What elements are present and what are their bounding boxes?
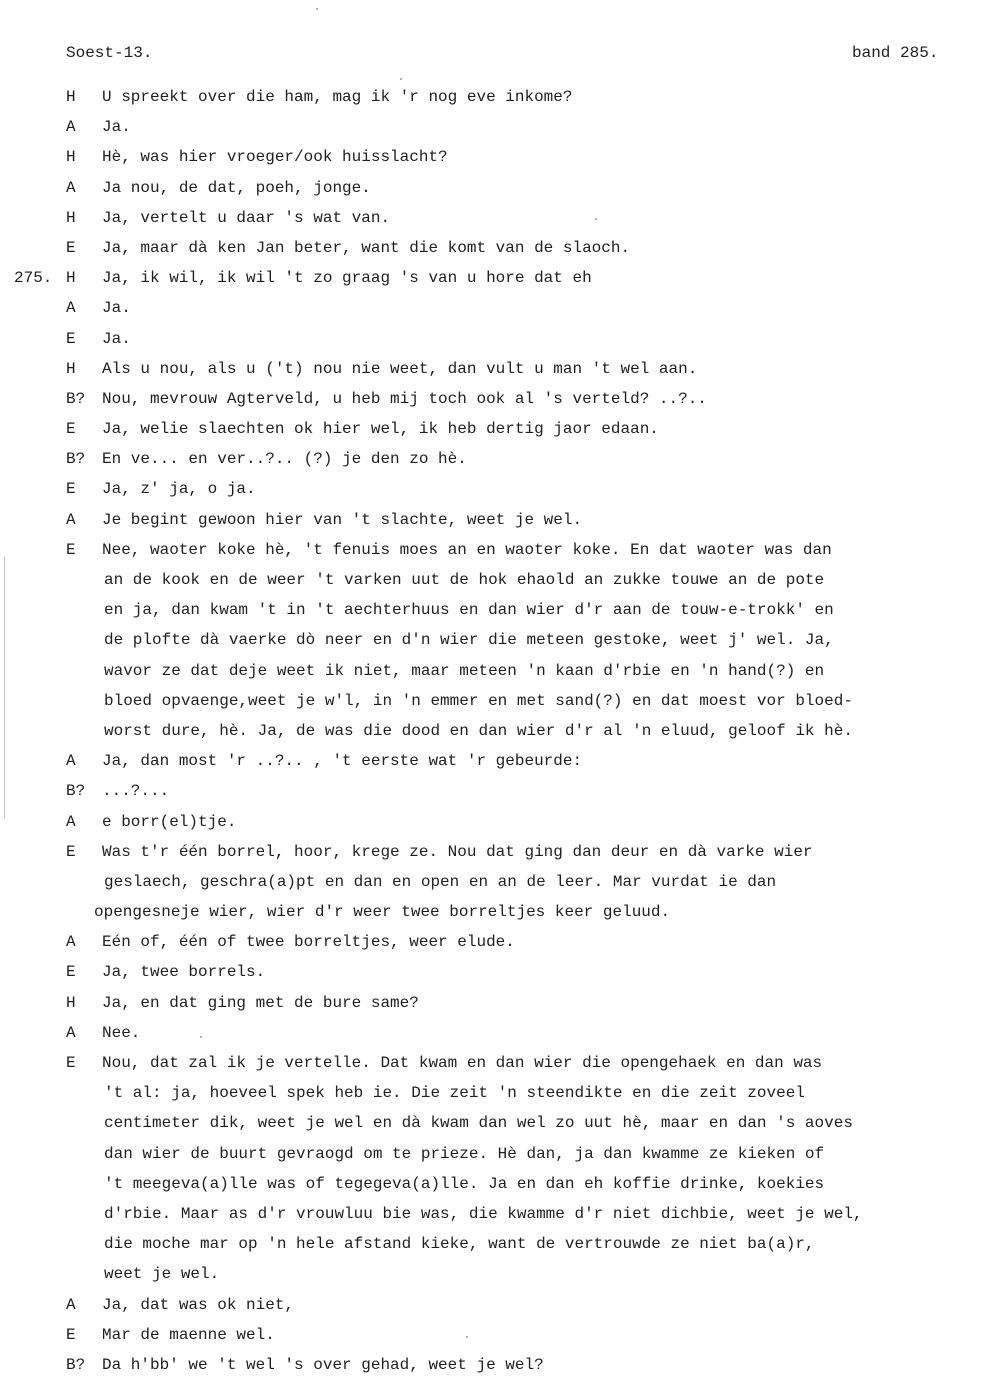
transcript-line [0,324,986,354]
speck-mark [466,1336,468,1338]
speaker-label: H [66,993,76,1012]
utterance-text: Ja. [102,299,131,318]
speaker-label: A [66,299,76,318]
transcript-line [0,776,986,806]
speck-mark [400,78,402,80]
speaker-label: E [66,1054,76,1072]
utterance-text: Ja, en dat ging met de bure same? [102,993,419,1012]
transcript-line [0,293,986,323]
transcript-line [0,595,986,625]
speaker-label: A [66,178,76,197]
transcript-line [0,414,986,444]
utterance-text: 't al: ja, hoeveel spek heb ie. Die zeit 'n steendikte en die zeit zoveel [104,1084,805,1103]
speaker-label: A [66,118,76,137]
transcript-line [0,1199,986,1229]
speaker-label: E [66,238,76,257]
transcript-line [0,807,986,837]
utterance-text: opengesneje wier, wier d'r weer twee borreltjes keer geluud. [94,903,671,922]
utterance-text: Ja, dan most 'r ..?.. , 't eerste wat 'r gebeurde: [102,752,583,771]
utterance-text: an de kook en de weer 't varken uut de hok ehaold an zukke touwe an de pote [104,571,825,589]
speaker-label: H [66,148,76,167]
utterance-text: Als u nou, als u ('t) nou nie weet, dan vult u man 't wel aan. [102,359,698,378]
utterance-text: die moche mar op 'n hele afstand kieke, want de vertrouwde ze niet ba(a)r, [104,1235,815,1254]
speck-mark [200,1036,202,1038]
transcript-line [0,1229,986,1259]
utterance-text: wavor ze dat deje weet ik niet, maar meteen 'n kaan d'rbie en 'n hand(?) en [104,661,825,680]
transcript-line [0,203,986,233]
utterance-text: Was t'r één borrel, hoor, krege ze. Nou dat ging dan deur en dà varke wier [102,842,813,861]
speaker-label: A [66,510,76,529]
speaker-label: H [66,359,76,378]
utterance-text: Nou, dat zal ik je vertelle. Dat kwam en dan wier die opengehaek en dan was [102,1054,823,1072]
transcript-line [0,142,986,172]
utterance-text: Ja, ik wil, ik wil 't zo graag 's van u hore dat eh [102,269,592,288]
speaker-label: B? [66,1355,86,1374]
transcript-line [0,988,986,1018]
utterance-text: Ja, twee borrels. [102,963,266,982]
transcript-line [0,625,986,655]
utterance-text: Ja, dat was ok niet, [102,1295,295,1314]
utterance-text: Da h'bb' we 't wel 's over gehad, weet je wel? [102,1355,544,1374]
utterance-text: dan wier de buurt gevraogd om te prieze. Hè dan, ja dan kwamme ze kieken of [104,1144,825,1163]
utterance-text: Eén of, één of twee borreltjes, weer elude. [102,933,515,952]
utterance-text: Ja nou, de dat, poeh, jonge. [102,178,371,197]
utterance-text: Nee. [102,1023,141,1042]
transcript-line [0,82,986,112]
speaker-label: E [66,540,76,559]
utterance-text: de plofte dà vaerke dò neer en d'n wier die meteen gestoke, weet j' wel. Ja, [104,631,834,650]
transcript-line [0,565,986,595]
utterance-text: En ve... en ver..?.. (?) je den zo hè. [102,450,467,469]
transcript-line [0,686,986,716]
transcript-line [0,444,986,474]
speaker-label: E [66,963,76,982]
transcript-line [0,1078,986,1108]
transcript-line [0,867,986,897]
transcript-line [0,837,986,867]
utterance-text: d'rbie. Maar as d'r vrouwluu bie was, die kwamme d'r niet dichbie, weet je wel, [104,1204,863,1223]
speck-mark [316,8,318,10]
utterance-text: Ja, vertelt u daar 's wat van. [102,208,391,227]
utterance-text: U spreekt over die ham, mag ik 'r nog eve inkome? [102,88,573,106]
transcript-line [0,173,986,203]
transcript-line [0,112,986,142]
transcript-line [0,1108,986,1138]
transcript-line [0,1320,986,1350]
transcript-line [0,1048,986,1078]
transcript-line [0,354,986,384]
transcript-line [0,505,986,535]
speaker-label: E [66,842,76,861]
speaker-label: E [66,420,76,439]
utterance-text: Ja, welie slaechten ok hier wel, ik heb dertig jaor edaan. [102,420,659,439]
utterance-text: Nee, waoter koke hè, 't fenuis moes an en waoter koke. En dat waoter was dan [102,540,832,559]
speaker-label: H [66,208,76,227]
speaker-label: A [66,812,76,831]
transcript-line [0,1290,986,1320]
transcript-line [0,1018,986,1048]
transcript-line [0,716,986,746]
speaker-label: A [66,752,76,771]
utterance-text: Je begint gewoon hier van 't slachte, weet je wel. [102,510,583,529]
utterance-text: ...?... [102,782,170,801]
speaker-label: B? [66,450,86,469]
transcript-line [0,263,986,293]
utterance-text: worst dure, hè. Ja, de was die dood en dan wier d'r al 'n eluud, geloof ik hè. [104,721,853,740]
transcript-line [0,1350,986,1380]
transcript-line [0,535,986,565]
transcript-line [0,1139,986,1169]
utterance-text: geslaech, geschra(a)pt en dan en open en an de leer. Mar vurdat ie dan [104,872,777,891]
speaker-label: A [66,1023,76,1042]
transcript-body [0,82,986,1380]
utterance-text: e borr(el)tje. [102,812,237,831]
transcript-line [0,1259,986,1289]
utterance-text: Ja. [102,329,131,348]
speck-mark [595,218,597,220]
utterance-text: 't meegeva(a)lle was of tegegeva(a)lle. Ja en dan eh koffie drinke, koekies [104,1174,825,1193]
speaker-label: E [66,1325,76,1344]
transcript-line [0,233,986,263]
utterance-text: weet je wel. [104,1265,220,1284]
speaker-label: E [66,480,76,499]
speaker-label: B? [66,389,86,408]
speaker-label: E [66,329,76,348]
transcript-line [0,384,986,414]
transcript-line [0,656,986,686]
transcript-line [0,1169,986,1199]
transcript-line [0,746,986,776]
utterance-text: Hè, was hier vroeger/ook huisslacht? [102,148,448,167]
transcript-line [0,897,986,927]
utterance-text: centimeter dik, weet je wel en dà kwam dan wel zo uut hè, maar en dan 's aoves [104,1114,853,1133]
line-number: 275. [14,269,53,288]
transcript-line [0,957,986,987]
utterance-text: Ja, z' ja, o ja. [102,480,256,499]
utterance-text: Nou, mevrouw Agterveld, u heb mij toch ook al 's verteld? ..?.. [102,389,707,408]
speaker-label: H [66,88,76,106]
speaker-label: B? [66,782,86,801]
utterance-text: Ja, maar dà ken Jan beter, want die komt van de slaoch. [102,238,631,257]
utterance-text: Ja. [102,118,131,137]
utterance-text: Mar de maenne wel. [102,1325,275,1344]
utterance-text: bloed opvaenge,weet je w'l, in 'n emmer en met sand(?) en dat moest vor bloed- [104,691,853,710]
transcript-line [0,927,986,957]
speaker-label: H [66,269,76,288]
transcript-line [0,474,986,504]
speaker-label: A [66,1295,76,1314]
speaker-label: A [66,933,76,952]
transcript-id: Soest-13. [66,44,153,62]
utterance-text: en ja, dan kwam 't in 't aechterhuus en dan wier d'r aan de touw-e-trokk' en [104,601,834,620]
tape-number: band 285. [852,44,939,62]
